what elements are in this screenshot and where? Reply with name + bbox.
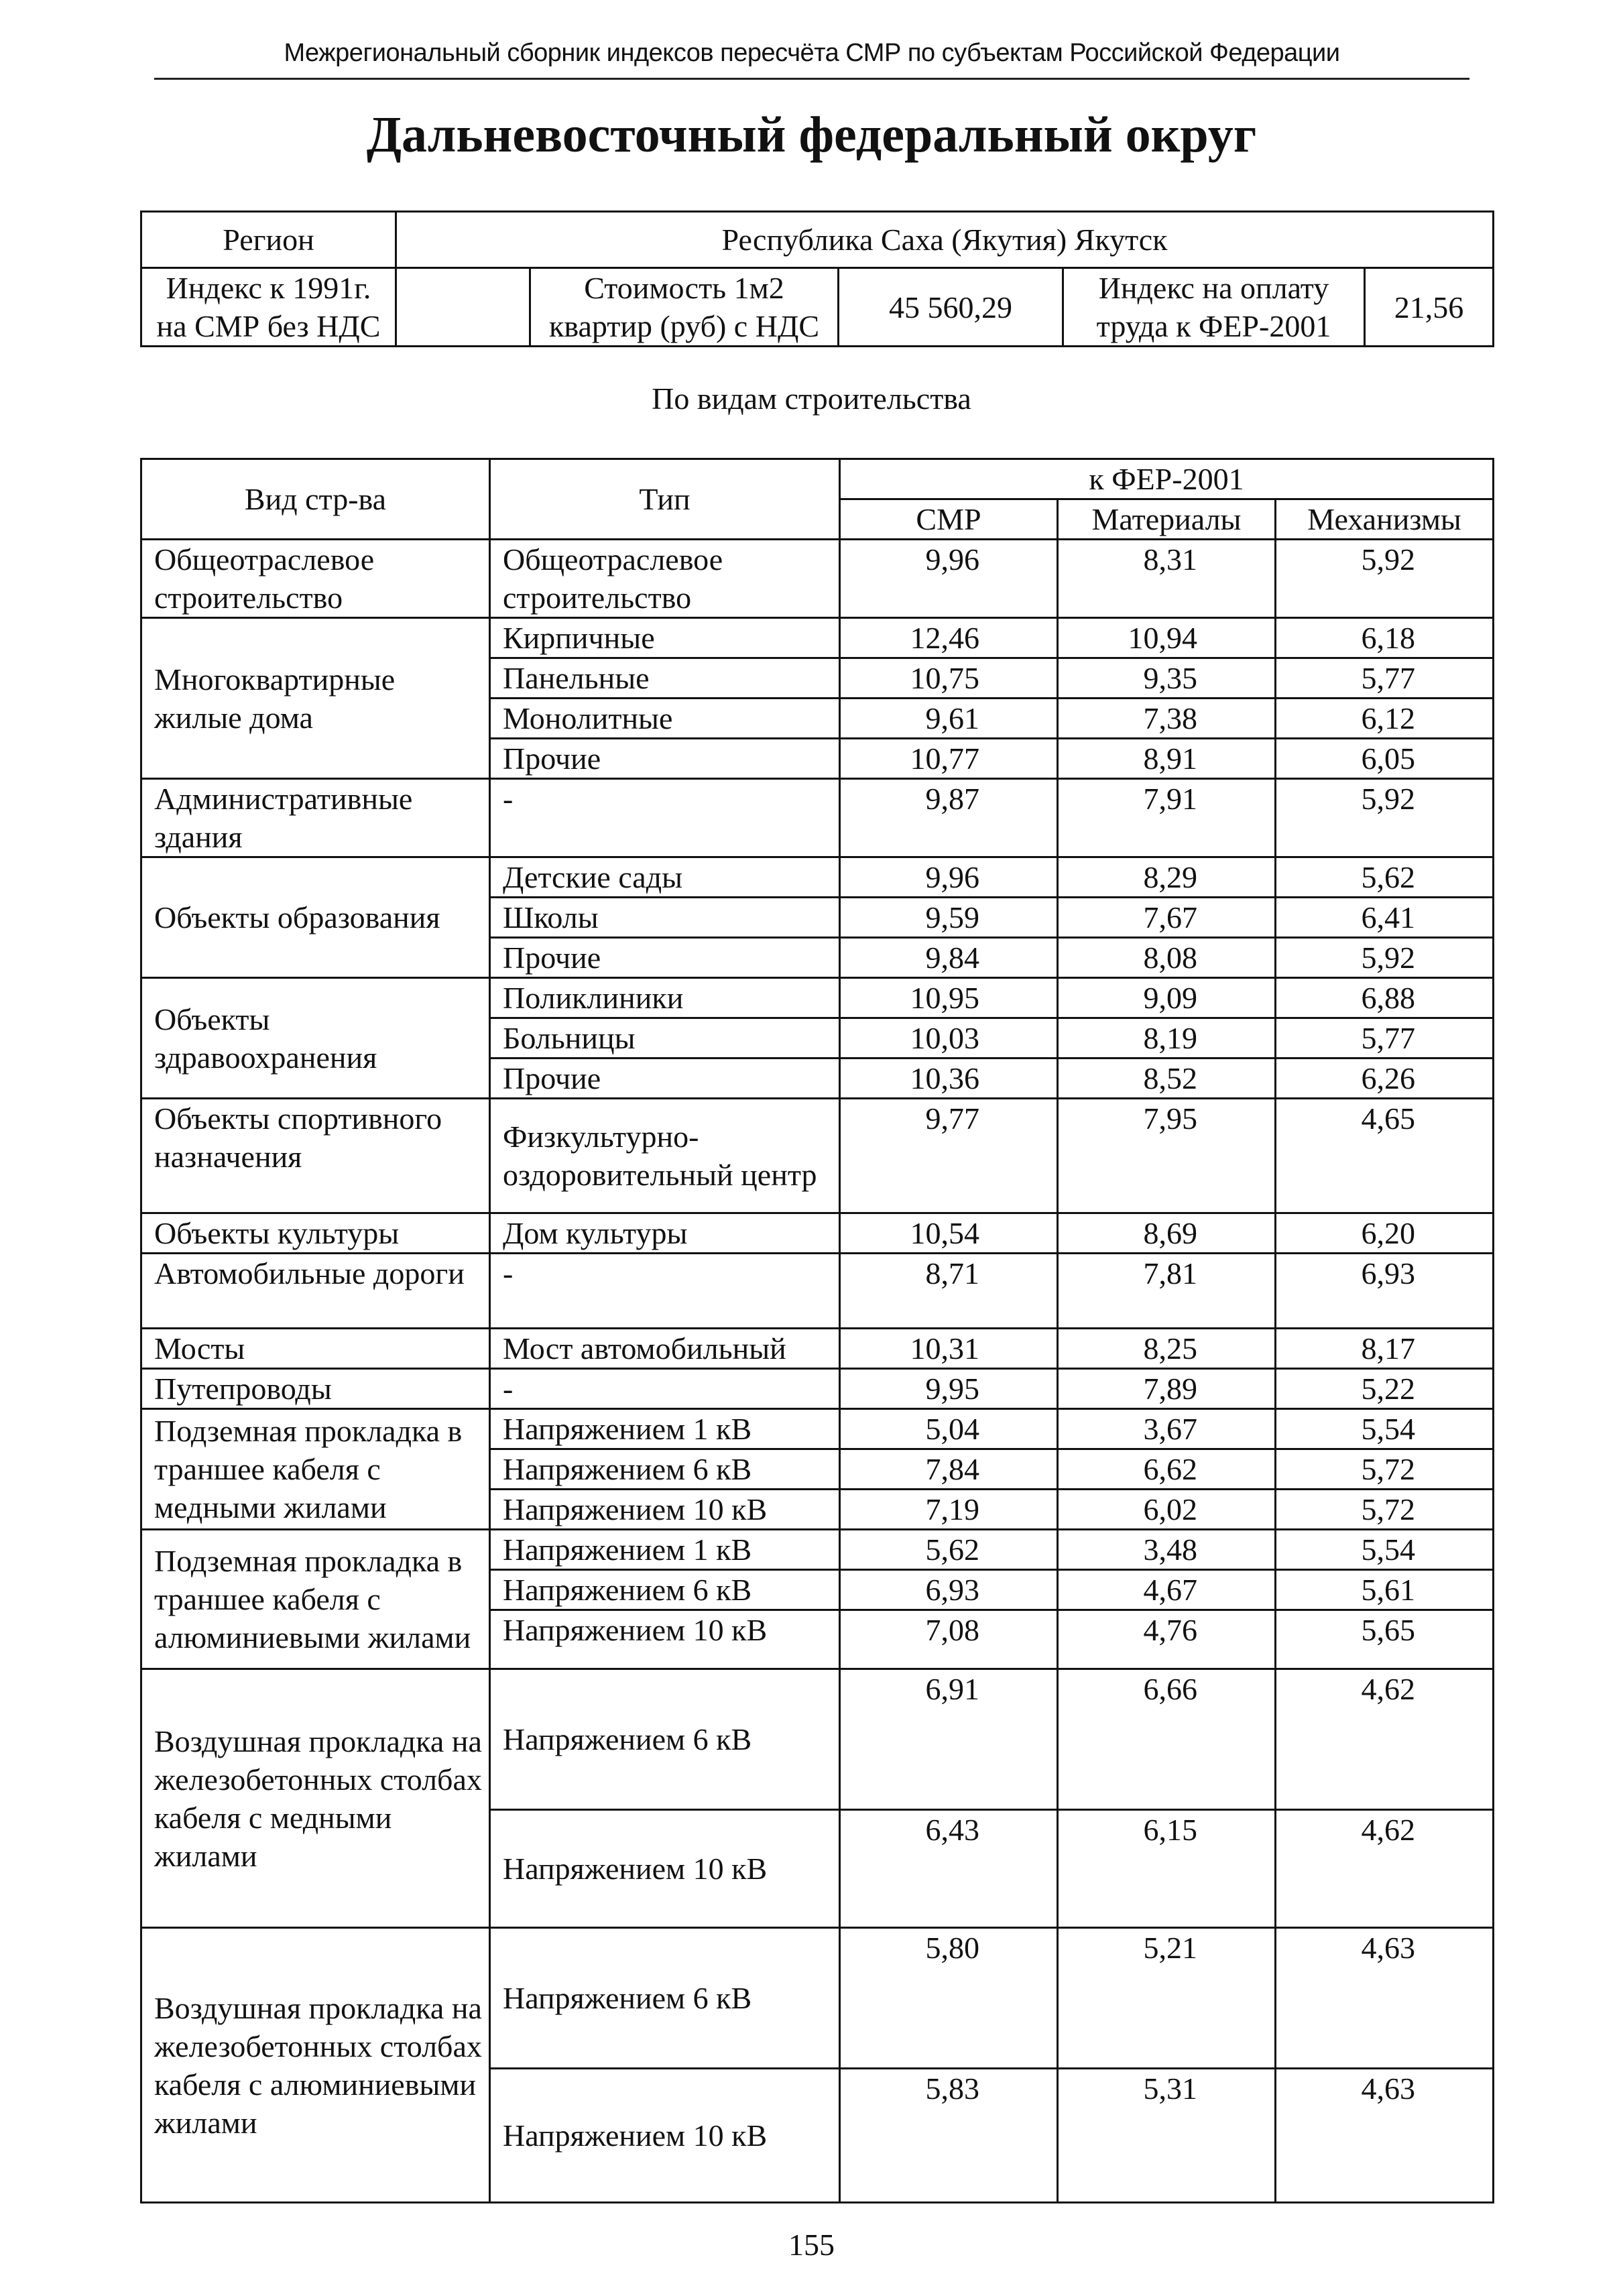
cell-smr: 5,80 xyxy=(840,1928,1058,2069)
region-label: Регион xyxy=(141,212,396,268)
cell-materials: 8,31 xyxy=(1058,540,1276,618)
cell-materials: 9,35 xyxy=(1058,658,1276,699)
table-row xyxy=(141,978,1494,1018)
cell-type: Напряжением 1 кВ xyxy=(490,1530,840,1570)
cell-smr: 10,77 xyxy=(840,739,1058,779)
cell-smr: 9,96 xyxy=(840,857,1058,898)
cell-kind: Административные здания xyxy=(141,779,490,857)
header-rule xyxy=(154,78,1469,80)
cell-smr: 9,96 xyxy=(840,540,1058,618)
cell-type: Монолитные xyxy=(490,699,840,739)
cell-smr: 10,36 xyxy=(840,1059,1058,1099)
cell-machines: 6,26 xyxy=(1276,1059,1494,1099)
table-header-row xyxy=(141,459,1494,499)
cell-type: Напряжением 6 кВ xyxy=(490,1928,840,2069)
cell-type: Напряжением 10 кВ xyxy=(490,1490,840,1530)
page-title: Дальневосточный федеральный округ xyxy=(366,107,1257,163)
cell-smr: 6,43 xyxy=(840,1810,1058,1928)
col-header-smr: СМР xyxy=(840,499,1058,540)
cell-materials: 8,25 xyxy=(1058,1329,1276,1369)
cell-type: Панельные xyxy=(490,658,840,699)
cell-machines: 5,62 xyxy=(1276,857,1494,898)
cell-machines: 5,54 xyxy=(1276,1409,1494,1449)
cell-smr: 6,93 xyxy=(840,1570,1058,1610)
cell-materials: 8,52 xyxy=(1058,1059,1276,1099)
region-row xyxy=(141,212,1494,268)
cell-smr: 9,61 xyxy=(840,699,1058,739)
cell-kind: Подземная прокладка в траншее кабеля с алюминиевыми жилами xyxy=(141,1530,490,1669)
cell-smr: 7,84 xyxy=(840,1449,1058,1490)
cell-type: Напряжением 6 кВ xyxy=(490,1570,840,1610)
cell-machines: 5,92 xyxy=(1276,938,1494,978)
cell-kind: Автомобильные дороги xyxy=(141,1254,490,1329)
cell-materials: 7,91 xyxy=(1058,779,1276,857)
wage-index-label-line2: труда к ФЕР-2001 xyxy=(1096,309,1331,343)
cell-kind: Объекты спортивного назначения xyxy=(141,1099,490,1213)
cell-materials: 10,94 xyxy=(1058,618,1276,658)
cell-machines: 5,22 xyxy=(1276,1369,1494,1409)
cost-per-m2-value: 45 560,29 xyxy=(839,268,1063,347)
cost-per-m2-label xyxy=(530,268,839,347)
cost-per-m2-label-line1: Стоимость 1м2 xyxy=(584,271,784,305)
table-row xyxy=(141,1530,1494,1570)
cell-machines: 6,05 xyxy=(1276,739,1494,779)
cell-kind: Объекты здравоохранения xyxy=(141,978,490,1099)
table-row xyxy=(141,1254,1494,1329)
cell-materials: 4,76 xyxy=(1058,1610,1276,1669)
cell-kind: Путепроводы xyxy=(141,1369,490,1409)
cell-materials: 5,21 xyxy=(1058,1928,1276,2069)
cell-type: Мост автомобильный xyxy=(490,1329,840,1369)
cell-type: Напряжением 6 кВ xyxy=(490,1669,840,1810)
table-row xyxy=(141,1669,1494,1810)
table-row xyxy=(141,1409,1494,1449)
cell-machines: 4,63 xyxy=(1276,1928,1494,2069)
cell-kind: Мосты xyxy=(141,1329,490,1369)
region-info-table xyxy=(140,210,1494,347)
cell-smr: 5,83 xyxy=(840,2069,1058,2203)
cell-kind: Воздушная прокладка на железобетонных столбах кабеля с алюминиевыми жилами xyxy=(141,1928,490,2203)
cell-machines: 6,88 xyxy=(1276,978,1494,1018)
cell-machines: 6,93 xyxy=(1276,1254,1494,1329)
page-number: 155 xyxy=(788,2228,835,2262)
col-header-fer2001: к ФЕР-2001 xyxy=(840,459,1494,499)
cell-machines: 4,63 xyxy=(1276,2069,1494,2203)
cell-kind: Общеотраслевое строительство xyxy=(141,540,490,618)
wage-index-label-line1: Индекс на оплату xyxy=(1098,271,1329,305)
cell-smr: 8,71 xyxy=(840,1254,1058,1329)
table-row xyxy=(141,540,1494,618)
cell-materials: 4,67 xyxy=(1058,1570,1276,1610)
cell-smr: 5,04 xyxy=(840,1409,1058,1449)
cell-type: Больницы xyxy=(490,1018,840,1059)
index-1991-label-line2: на СМР без НДС xyxy=(156,309,381,343)
cell-smr: 10,31 xyxy=(840,1329,1058,1369)
cell-smr: 7,08 xyxy=(840,1610,1058,1669)
table-row xyxy=(141,1099,1494,1213)
cell-machines: 4,62 xyxy=(1276,1669,1494,1810)
cell-type: Напряжением 10 кВ xyxy=(490,1610,840,1669)
cell-type: Поликлиники xyxy=(490,978,840,1018)
running-header: Межрегиональный сборник индексов пересчёта СМР по субъектам Российской Федерации xyxy=(284,39,1340,67)
cell-materials: 7,81 xyxy=(1058,1254,1276,1329)
cell-smr: 9,95 xyxy=(840,1369,1058,1409)
cell-smr: 9,87 xyxy=(840,779,1058,857)
cell-type: Дом культуры xyxy=(490,1213,840,1254)
cell-machines: 5,65 xyxy=(1276,1610,1494,1669)
col-header-type: Тип xyxy=(490,459,840,540)
cell-smr: 9,77 xyxy=(840,1099,1058,1213)
cell-materials: 8,69 xyxy=(1058,1213,1276,1254)
table-row xyxy=(141,618,1494,658)
cell-type: Прочие xyxy=(490,739,840,779)
cell-kind: Подземная прокладка в траншее кабеля с медными жилами xyxy=(141,1409,490,1530)
cell-smr: 12,46 xyxy=(840,618,1058,658)
table-body xyxy=(141,540,1494,2203)
cell-smr: 10,03 xyxy=(840,1018,1058,1059)
cell-type: Общеотраслевое строительство xyxy=(490,540,840,618)
index-1991-value xyxy=(396,268,530,347)
cell-type: Детские сады xyxy=(490,857,840,898)
table-row xyxy=(141,857,1494,898)
cell-materials: 9,09 xyxy=(1058,978,1276,1018)
cell-type: Прочие xyxy=(490,938,840,978)
cell-materials: 7,89 xyxy=(1058,1369,1276,1409)
cell-machines: 5,72 xyxy=(1276,1449,1494,1490)
cell-type: Кирпичные xyxy=(490,618,840,658)
cell-smr: 9,84 xyxy=(840,938,1058,978)
table-row xyxy=(141,1369,1494,1409)
cell-materials: 7,95 xyxy=(1058,1099,1276,1213)
cell-type: Напряжением 10 кВ xyxy=(490,1810,840,1928)
cell-materials: 7,38 xyxy=(1058,699,1276,739)
cell-smr: 10,75 xyxy=(840,658,1058,699)
cell-materials: 8,91 xyxy=(1058,739,1276,779)
cell-machines: 4,62 xyxy=(1276,1810,1494,1928)
cell-smr: 6,91 xyxy=(840,1669,1058,1810)
cell-kind: Объекты образования xyxy=(141,857,490,978)
col-header-machines: Механизмы xyxy=(1276,499,1494,540)
region-indices-row xyxy=(141,268,1494,347)
index-1991-label-line1: Индекс к 1991г. xyxy=(166,271,371,305)
cell-type: Напряжением 6 кВ xyxy=(490,1449,840,1490)
cell-machines: 6,41 xyxy=(1276,898,1494,938)
cell-type: Прочие xyxy=(490,1059,840,1099)
cell-type: Школы xyxy=(490,898,840,938)
cell-materials: 8,08 xyxy=(1058,938,1276,978)
cell-machines: 6,12 xyxy=(1276,699,1494,739)
cell-machines: 5,54 xyxy=(1276,1530,1494,1570)
table-row xyxy=(141,1213,1494,1254)
cell-machines: 5,61 xyxy=(1276,1570,1494,1610)
cell-materials: 6,15 xyxy=(1058,1810,1276,1928)
cell-type: - xyxy=(490,779,840,857)
cell-machines: 8,17 xyxy=(1276,1329,1494,1369)
cell-machines: 4,65 xyxy=(1276,1099,1494,1213)
cell-machines: 6,18 xyxy=(1276,618,1494,658)
cell-materials: 5,31 xyxy=(1058,2069,1276,2203)
section-label: По видам строительства xyxy=(652,381,971,416)
construction-index-table xyxy=(140,458,1494,2203)
cell-materials: 3,67 xyxy=(1058,1409,1276,1449)
wage-index-value: 21,56 xyxy=(1365,268,1494,347)
table-row xyxy=(141,1329,1494,1369)
cell-type: Напряжением 10 кВ xyxy=(490,2069,840,2203)
cell-kind: Многоквартирные жилые дома xyxy=(141,618,490,779)
region-value: Республика Саха (Якутия) Якутск xyxy=(396,212,1494,268)
cell-materials: 3,48 xyxy=(1058,1530,1276,1570)
cell-machines: 6,20 xyxy=(1276,1213,1494,1254)
cell-machines: 5,92 xyxy=(1276,779,1494,857)
cell-materials: 8,29 xyxy=(1058,857,1276,898)
cell-type: Физкультурно-оздоровительный центр xyxy=(490,1099,840,1213)
cell-machines: 5,72 xyxy=(1276,1490,1494,1530)
table-row xyxy=(141,1928,1494,2069)
cell-kind: Воздушная прокладка на железобетонных столбах кабеля с медными жилами xyxy=(141,1669,490,1928)
cell-smr: 10,54 xyxy=(840,1213,1058,1254)
cell-smr: 5,62 xyxy=(840,1530,1058,1570)
table-row xyxy=(141,779,1494,857)
cell-type: - xyxy=(490,1254,840,1329)
col-header-kind: Вид стр-ва xyxy=(141,459,490,540)
cell-materials: 7,67 xyxy=(1058,898,1276,938)
cell-machines: 5,92 xyxy=(1276,540,1494,618)
wage-index-label xyxy=(1063,268,1365,347)
cost-per-m2-label-line2: квартир (руб) с НДС xyxy=(548,309,820,343)
cell-materials: 6,66 xyxy=(1058,1669,1276,1810)
cell-materials: 8,19 xyxy=(1058,1018,1276,1059)
cell-machines: 5,77 xyxy=(1276,658,1494,699)
cell-smr: 10,95 xyxy=(840,978,1058,1018)
cell-materials: 6,62 xyxy=(1058,1449,1276,1490)
cell-type: - xyxy=(490,1369,840,1409)
cell-machines: 5,77 xyxy=(1276,1018,1494,1059)
index-1991-label xyxy=(141,268,396,347)
col-header-materials: Материалы xyxy=(1058,499,1276,540)
cell-type: Напряжением 1 кВ xyxy=(490,1409,840,1449)
cell-materials: 6,02 xyxy=(1058,1490,1276,1530)
cell-smr: 7,19 xyxy=(840,1490,1058,1530)
cell-smr: 9,59 xyxy=(840,898,1058,938)
cell-kind: Объекты культуры xyxy=(141,1213,490,1254)
